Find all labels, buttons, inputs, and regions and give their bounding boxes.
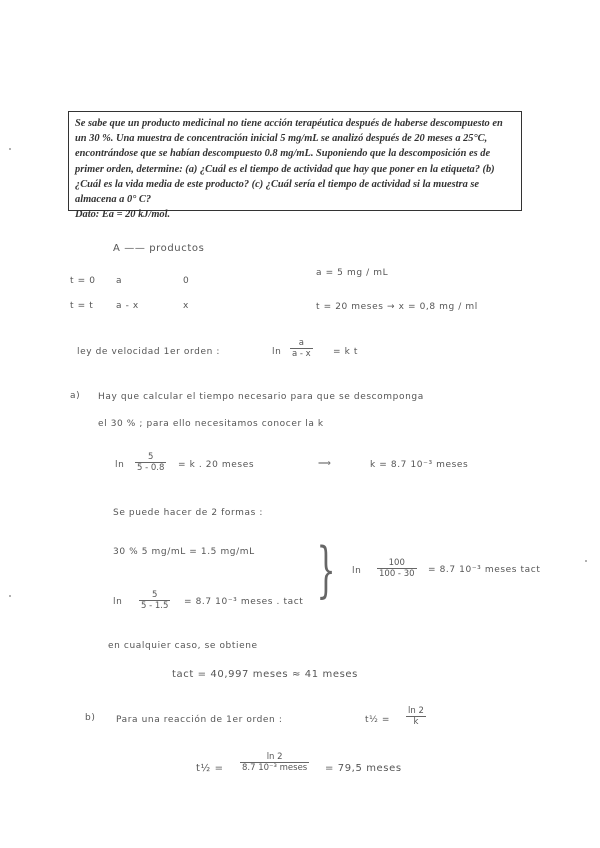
form1-numerator: 5 [151,590,158,600]
half-life-fraction [240,752,309,773]
either-case-text: en cualquier caso, se obtiene [108,641,258,651]
rate-law-denominator: a - x [292,349,311,359]
two-forms-text: Se puede hacer de 2 formas : [113,508,264,518]
half-life-t: t½ = [196,763,224,774]
half-life-numerator: ln 2 [266,752,283,762]
curly-brace: } [316,535,336,605]
form1-ln: ln [113,597,123,607]
half-life-denominator: 8.7 10⁻³ meses [242,763,308,773]
half-life-formula-t: t½ = [365,715,391,725]
form2-numerator: 100 [388,558,405,568]
form2-rhs: = 8.7 10⁻³ meses tact [428,565,541,575]
rate-law-numerator: a [298,338,304,348]
part-a-text-2: el 30 % ; para ello necesitamos conocer la k [98,419,324,429]
k-calc-result: k = 8.7 10⁻³ meses [370,460,469,470]
k-calc-arrow: ⟹ [318,459,332,469]
half-life-formula-denominator: k [406,716,426,727]
half-life-formula-numerator: ln 2 [408,706,424,716]
form2-ln: ln [352,566,362,576]
k-calc-numerator: 5 [147,452,154,462]
form1-percentage: 30 % 5 mg/mL = 1.5 mg/mL [113,547,255,557]
part-b-label: b) [85,713,96,723]
margin-speck [585,560,587,562]
initial-concentration: a = 5 mg / mL [316,268,389,278]
form1-rhs: = 8.7 10⁻³ meses . tact [184,597,304,607]
k-calc-ln: ln [115,460,125,470]
form1-fraction [139,590,170,611]
problem-data-line: Dato: Ea = 20 kJ/mol. [75,209,171,221]
problem-statement-box [68,111,522,221]
form2-denominator: 100 - 30 [379,569,415,579]
part-a-label: a) [70,391,81,401]
t-a-minus-x: a - x [116,301,139,311]
rate-law-rhs: = k t [333,347,359,357]
t0-b: 0 [183,276,190,286]
form1-denominator: 5 - 1.5 [141,601,169,611]
rate-law-ln: ln [272,347,282,357]
k-calc-middle: = k . 20 meses [178,460,255,470]
part-a-text-1: Hay que calcular el tiempo necesario para que se descomponga [98,392,424,402]
t-label: t = t [70,301,94,311]
rate-law-text: ley de velocidad 1er orden : [77,347,220,357]
part-b-text: Para una reacción de 1er orden : [116,715,283,725]
reaction-line: A —— productos [113,243,205,254]
measurement-line: t = 20 meses → x = 0,8 mg / ml [316,302,478,312]
rate-law-fraction [290,338,313,359]
k-calc-denominator: 5 - 0.8 [137,463,165,473]
t0-a: a [116,276,123,286]
t0-label: t = 0 [70,276,96,286]
half-life-result: = 79,5 meses [325,763,402,774]
activity-time-result: tact = 40,997 meses ≈ 41 meses [172,669,358,680]
t-x: x [183,301,189,311]
k-calc-fraction [135,452,166,473]
problem-text: Se sabe que un producto medicinal no tiene acción terapéutica después de haberse descompuesto en un 30 %. Una muestra de concentración inicial 5 mg/mL se analizó después de 20 meses a 25°C, encontrándose que se habían descompuesto 0.8 mg/mL. Suponiendo que la descomposición es de primer orden, determine: (a) ¿Cuál es el tiempo de actividad que hay que poner en la etiqueta? (b) ¿Cuál es la vida media de este producto? (c) ¿Cuál sería el tiempo de actividad si la muestra se almacena a 0° C? [75,118,503,206]
margin-speck [9,595,11,597]
margin-speck [9,148,11,150]
half-life-formula-fraction [406,706,426,727]
form2-fraction [377,558,417,579]
